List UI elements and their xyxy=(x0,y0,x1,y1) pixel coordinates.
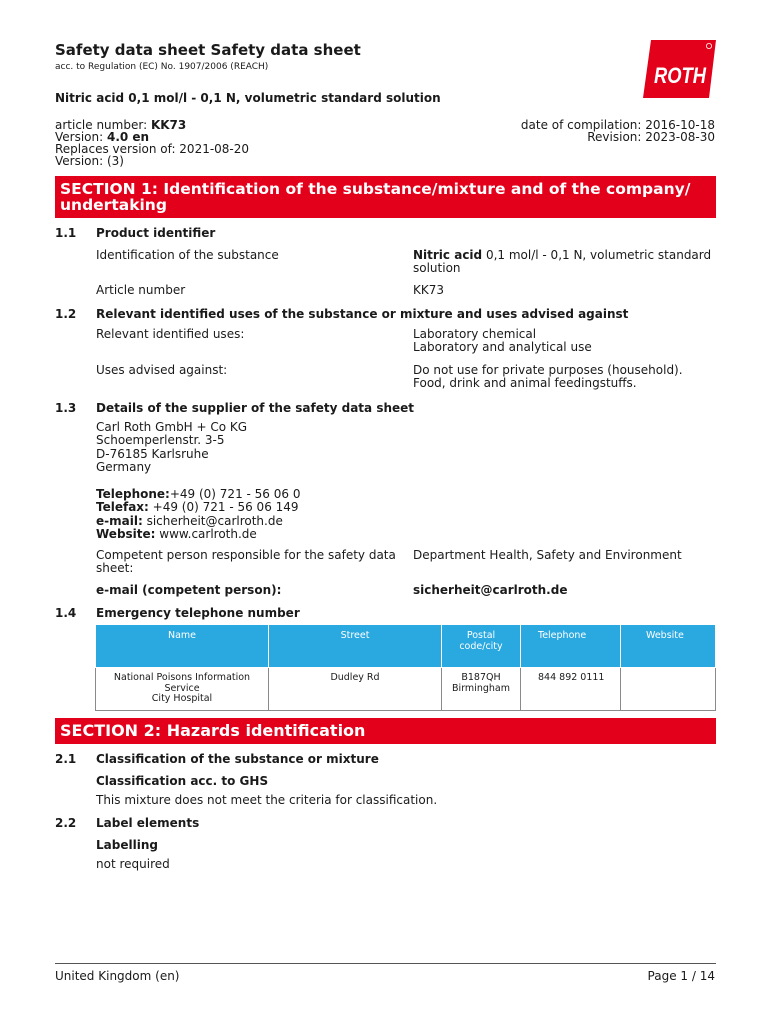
advised-against-item: Food, drink and animal feedingstuffs. xyxy=(413,376,637,390)
article-number-value: KK73 xyxy=(150,118,187,132)
identification-label: Identification of the substance xyxy=(96,248,279,262)
subsection-number: 1.3 xyxy=(55,401,77,415)
classification-text: This mixture does not meet the criteria for classification. xyxy=(96,793,438,807)
cell-postal-line: Birmingham xyxy=(452,682,510,694)
table-row xyxy=(96,668,716,711)
section-1-title-line-1: SECTION 1: Identification of the substance/mixture and of the company/ xyxy=(60,180,691,198)
cell-name-line: Service xyxy=(164,682,200,694)
footer-locale: United Kingdom (en) xyxy=(55,969,180,983)
subsection-title: Relevant identified uses of the substance or mixture and uses advised against xyxy=(96,307,629,321)
identified-use: Laboratory chemical xyxy=(413,327,537,341)
labelling-heading: Labelling xyxy=(96,838,158,852)
regulation-subtitle: acc. to Regulation (EC) No. 1907/2006 (REACH) xyxy=(55,62,269,72)
article-number-field-label: Article number xyxy=(96,283,186,297)
competent-person-label xyxy=(96,549,406,575)
telefax-value: +49 (0) 721 - 56 06 149 xyxy=(148,500,299,515)
cell-telephone: 844 892 0111 xyxy=(521,668,621,711)
website-label: Website: xyxy=(96,527,156,542)
version-number: Version: (3) xyxy=(55,154,124,168)
cell-name xyxy=(96,668,269,711)
article-number-field-value: KK73 xyxy=(413,283,445,297)
column-header-postal: Postal code/city xyxy=(442,625,521,668)
column-header-street: Street xyxy=(269,625,442,668)
subsection-title: Details of the supplier of the safety data sheet xyxy=(96,401,415,415)
supplier-contacts xyxy=(96,488,300,542)
column-header-website: Website xyxy=(621,625,716,668)
email-value: sicherheit@carlroth.de xyxy=(142,513,283,528)
logo-wordmark: ROTH xyxy=(654,63,707,88)
cell-website xyxy=(621,668,716,711)
supplier-address xyxy=(96,421,247,475)
compilation-date: date of compilation: 2016-10-18 xyxy=(520,118,715,132)
competent-email-value: sicherheit@carlroth.de xyxy=(413,583,568,597)
identification-value-rest: 0,1 mol/l - 0,1 N, volumetric standard xyxy=(482,248,712,262)
email-line xyxy=(96,515,300,528)
telefax-line xyxy=(96,501,300,514)
email-label: e-mail: xyxy=(96,513,143,528)
subsection-number: 2.2 xyxy=(55,816,77,830)
telephone-value: +49 (0) 721 - 56 06 0 xyxy=(169,487,301,501)
subsection-number: 1.1 xyxy=(55,226,77,240)
article-number-label: article number: xyxy=(55,118,151,132)
identification-value-rest-2: solution xyxy=(413,261,461,275)
cell-name-line: City Hospital xyxy=(151,693,213,704)
telephone-label: Telephone: xyxy=(96,487,170,501)
revision-date: Revision: 2023-08-30 xyxy=(587,130,715,144)
roth-logo-mark xyxy=(643,40,716,98)
identification-value xyxy=(413,249,713,275)
document-meta-left xyxy=(55,119,249,167)
subsection-number: 1.2 xyxy=(55,307,77,321)
competent-person-value: Department Health, Safety and Environment xyxy=(413,548,682,562)
subsection-number: 1.4 xyxy=(55,606,77,620)
section-2-header: SECTION 2: Hazards identification xyxy=(55,718,716,744)
subsection-title: Classification of the substance or mixture xyxy=(96,752,379,766)
version-value: 4.0 en xyxy=(106,130,150,144)
labelling-text: not required xyxy=(96,857,170,871)
uses-advised-against-value xyxy=(413,364,713,390)
telefax-label: Telefax: xyxy=(96,500,149,515)
footer-divider xyxy=(55,963,716,964)
subsection-number: 2.1 xyxy=(55,752,77,766)
cell-name-line: National Poisons Information xyxy=(113,672,251,683)
identified-use: Laboratory and analytical use xyxy=(413,340,592,354)
subsection-title: Emergency telephone number xyxy=(96,606,300,620)
website-line xyxy=(96,528,300,541)
section-1-title-line-2: undertaking xyxy=(60,196,167,214)
column-header-name: Name xyxy=(96,625,269,668)
subsection-title: Label elements xyxy=(96,816,200,830)
document-title: Safety data sheet Safety data sheet xyxy=(55,41,361,59)
competent-person-label-line: Competent person responsible for the safety data xyxy=(96,548,396,562)
uses-advised-against-label: Uses advised against: xyxy=(96,363,228,377)
cell-postal xyxy=(442,668,521,711)
page-number: Page 1 / 14 xyxy=(647,969,715,983)
address-line: Carl Roth GmbH + Co KG xyxy=(96,420,248,434)
product-name: Nitric acid 0,1 mol/l - 0,1 N, volumetric standard solution xyxy=(55,91,441,105)
identified-uses-label: Relevant identified uses: xyxy=(96,327,245,341)
advised-against-item: Do not use for private purposes (household). xyxy=(413,363,683,377)
website-value: www.carlroth.de xyxy=(155,527,257,542)
address-line: Germany xyxy=(96,460,152,475)
emergency-contact-table xyxy=(95,624,716,711)
column-header-telephone: Telephone xyxy=(521,625,621,668)
competent-person-label-line: sheet: xyxy=(96,561,134,575)
section-1-header xyxy=(55,176,716,218)
cell-street: Dudley Rd xyxy=(269,668,442,711)
address-line: Schoemperlenstr. 3-5 xyxy=(96,433,225,448)
telephone-line xyxy=(96,488,300,501)
replaces-version: Replaces version of: 2021-08-20 xyxy=(55,142,250,156)
subsection-title: Product identifier xyxy=(96,226,216,240)
competent-email-label: e-mail (competent person): xyxy=(96,583,282,597)
identification-value-bold: Nitric acid xyxy=(413,248,483,262)
classification-heading: Classification acc. to GHS xyxy=(96,774,269,788)
cell-postal-line: B187QH xyxy=(461,672,501,683)
table-header-row xyxy=(96,625,716,668)
identified-uses-value xyxy=(413,328,713,354)
document-meta-right xyxy=(521,119,715,143)
roth-logo xyxy=(643,40,716,98)
address-line: D-76185 Karlsruhe xyxy=(96,446,209,461)
version-label: Version: xyxy=(55,130,107,144)
